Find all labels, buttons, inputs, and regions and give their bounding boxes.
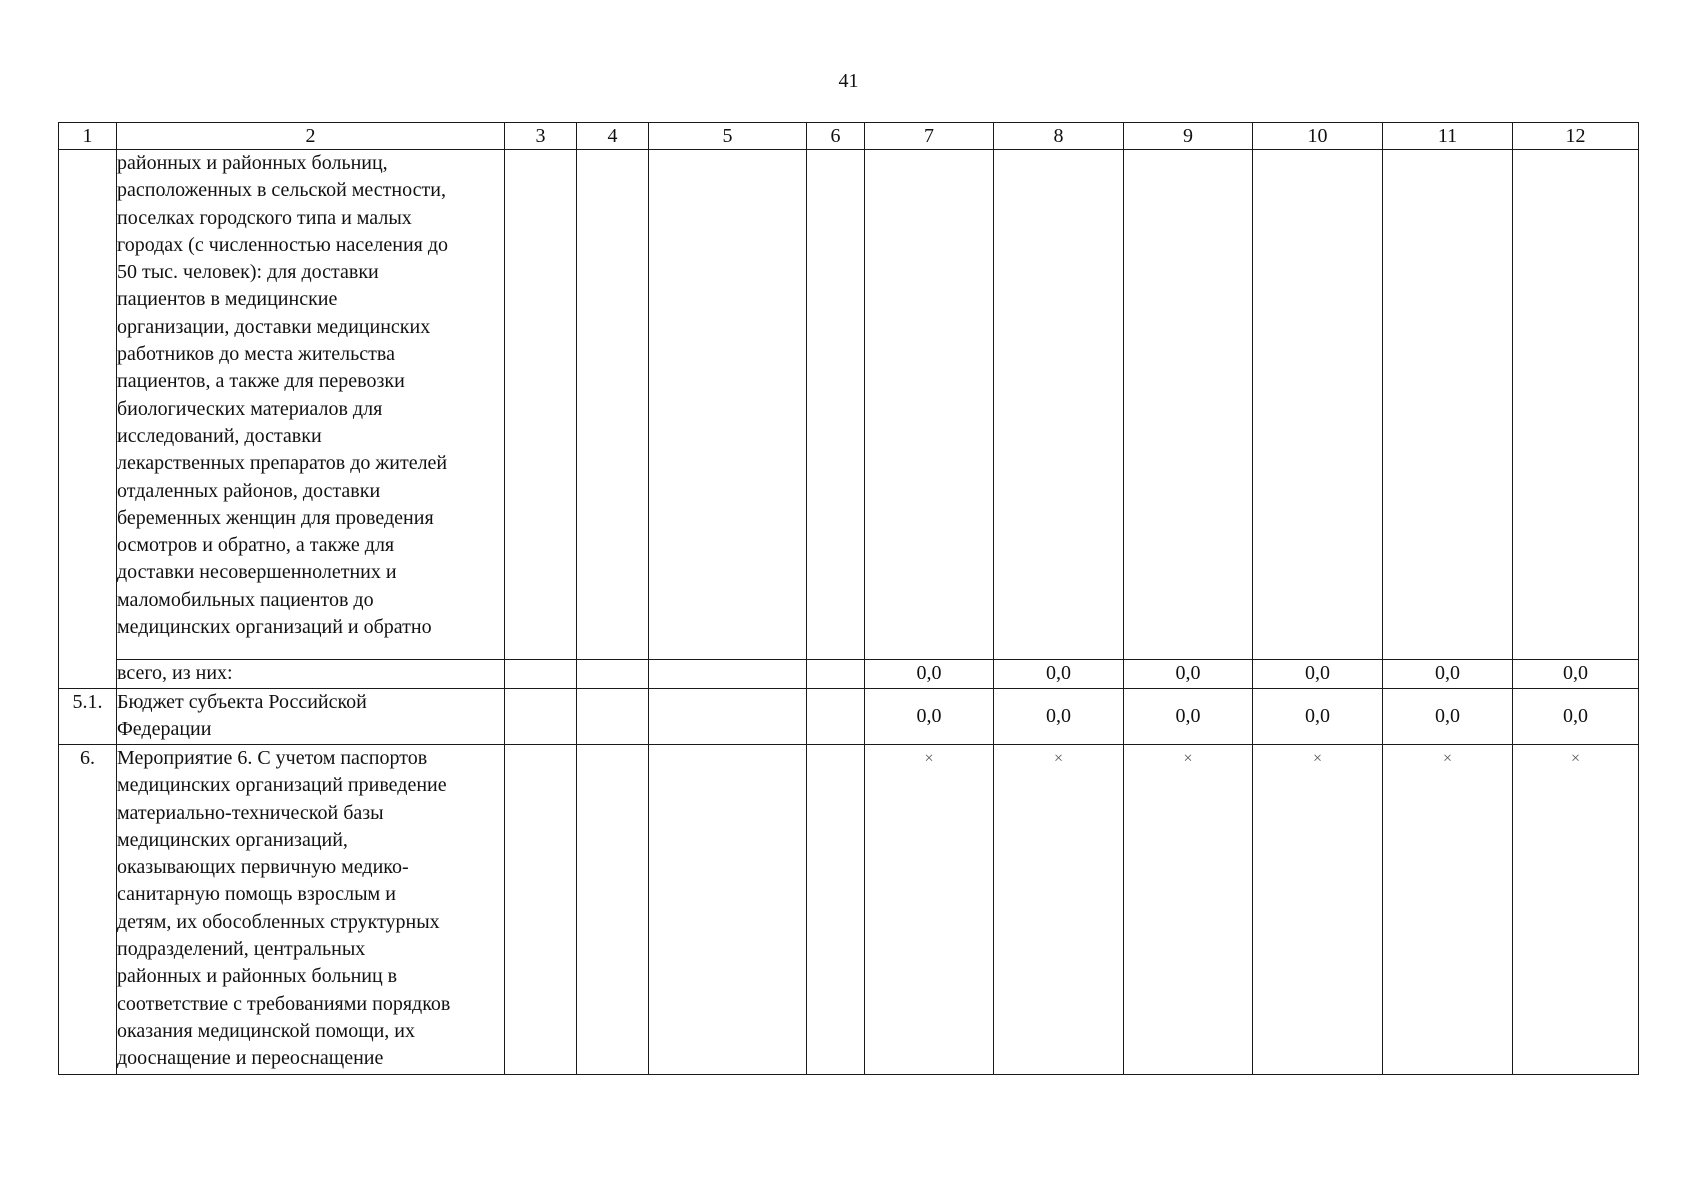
empty-cell — [505, 150, 577, 660]
empty-cell — [1383, 150, 1513, 660]
value-cell: 0,0 — [994, 689, 1124, 745]
row-description: районных и районных больниц, расположенных в сельской местности, поселках городского типа и малых городах (с численностью населения до 50 тыс. человек): для доставки пациентов в медицинские организации, доставки медицинских работников до места жительства пациентов, а также для перевозки биологических материалов для исследований, доставки лекарственных препаратов до жителей отдаленных районов, доставки беременных женщин для проведения осмотров и обратно, а также для доставки несовершеннолетних и маломобильных пациентов до медицинских организаций и обратно — [117, 150, 505, 660]
empty-cell — [649, 150, 807, 660]
table-row-continuation — [59, 150, 1639, 660]
empty-cell — [649, 660, 807, 689]
row-number: 6. — [59, 745, 117, 1075]
empty-cell — [577, 150, 649, 660]
header-row — [59, 123, 1639, 150]
cross-mark: × — [1383, 745, 1513, 1075]
header-cell: 1 — [59, 123, 117, 150]
empty-cell — [1513, 150, 1639, 660]
page-number: 41 — [838, 70, 859, 92]
empty-cell — [994, 150, 1124, 660]
header-cell: 5 — [649, 123, 807, 150]
value-cell: 0,0 — [1383, 689, 1513, 745]
header-cell: 10 — [1253, 123, 1383, 150]
empty-cell — [807, 660, 865, 689]
header-cell: 4 — [577, 123, 649, 150]
empty-cell — [807, 689, 865, 745]
row-description: Мероприятие 6. С учетом паспортов медицинских организаций приведение материально-технической базы медицинских организаций, оказывающих первичную медико- санитарную помощь взрослым и детям, их обособленных структурных подразделений, центральных районных и районных больниц в соответствие с требованиями порядков оказания медицинской помощи, их дооснащение и переоснащение — [117, 745, 505, 1075]
empty-cell — [505, 745, 577, 1075]
value-cell: 0,0 — [994, 660, 1124, 689]
header-cell: 11 — [1383, 123, 1513, 150]
empty-cell — [807, 745, 865, 1075]
value-cell: 0,0 — [865, 689, 994, 745]
data-table — [58, 122, 1639, 1075]
header-cell: 7 — [865, 123, 994, 150]
header-cell: 12 — [1513, 123, 1639, 150]
table-row-6 — [59, 745, 1639, 1075]
header-cell: 6 — [807, 123, 865, 150]
value-cell: 0,0 — [1513, 660, 1639, 689]
cross-mark: × — [1253, 745, 1383, 1075]
empty-cell — [649, 689, 807, 745]
value-cell: 0,0 — [1513, 689, 1639, 745]
header-cell: 8 — [994, 123, 1124, 150]
header-cell: 2 — [117, 123, 505, 150]
value-cell: 0,0 — [1383, 660, 1513, 689]
cross-mark: × — [1124, 745, 1253, 1075]
total-label: всего, из них: — [117, 660, 505, 689]
empty-cell — [577, 660, 649, 689]
header-cell: 9 — [1124, 123, 1253, 150]
cross-mark: × — [865, 745, 994, 1075]
row-description: Бюджет субъекта Российской Федерации — [117, 689, 505, 745]
empty-cell — [577, 745, 649, 1075]
table-row-total — [59, 660, 1639, 689]
table-row-5-1 — [59, 689, 1639, 745]
empty-cell — [505, 689, 577, 745]
value-cell: 0,0 — [1253, 660, 1383, 689]
value-cell: 0,0 — [1124, 660, 1253, 689]
value-cell: 0,0 — [1124, 689, 1253, 745]
empty-cell — [577, 689, 649, 745]
empty-cell — [1253, 150, 1383, 660]
cross-mark: × — [994, 745, 1124, 1075]
empty-cell — [1124, 150, 1253, 660]
row-number — [59, 150, 117, 689]
empty-cell — [649, 745, 807, 1075]
empty-cell — [865, 150, 994, 660]
value-cell: 0,0 — [1253, 689, 1383, 745]
row-number: 5.1. — [59, 689, 117, 745]
header-cell: 3 — [505, 123, 577, 150]
value-cell: 0,0 — [865, 660, 994, 689]
cross-mark: × — [1513, 745, 1639, 1075]
empty-cell — [505, 660, 577, 689]
empty-cell — [807, 150, 865, 660]
